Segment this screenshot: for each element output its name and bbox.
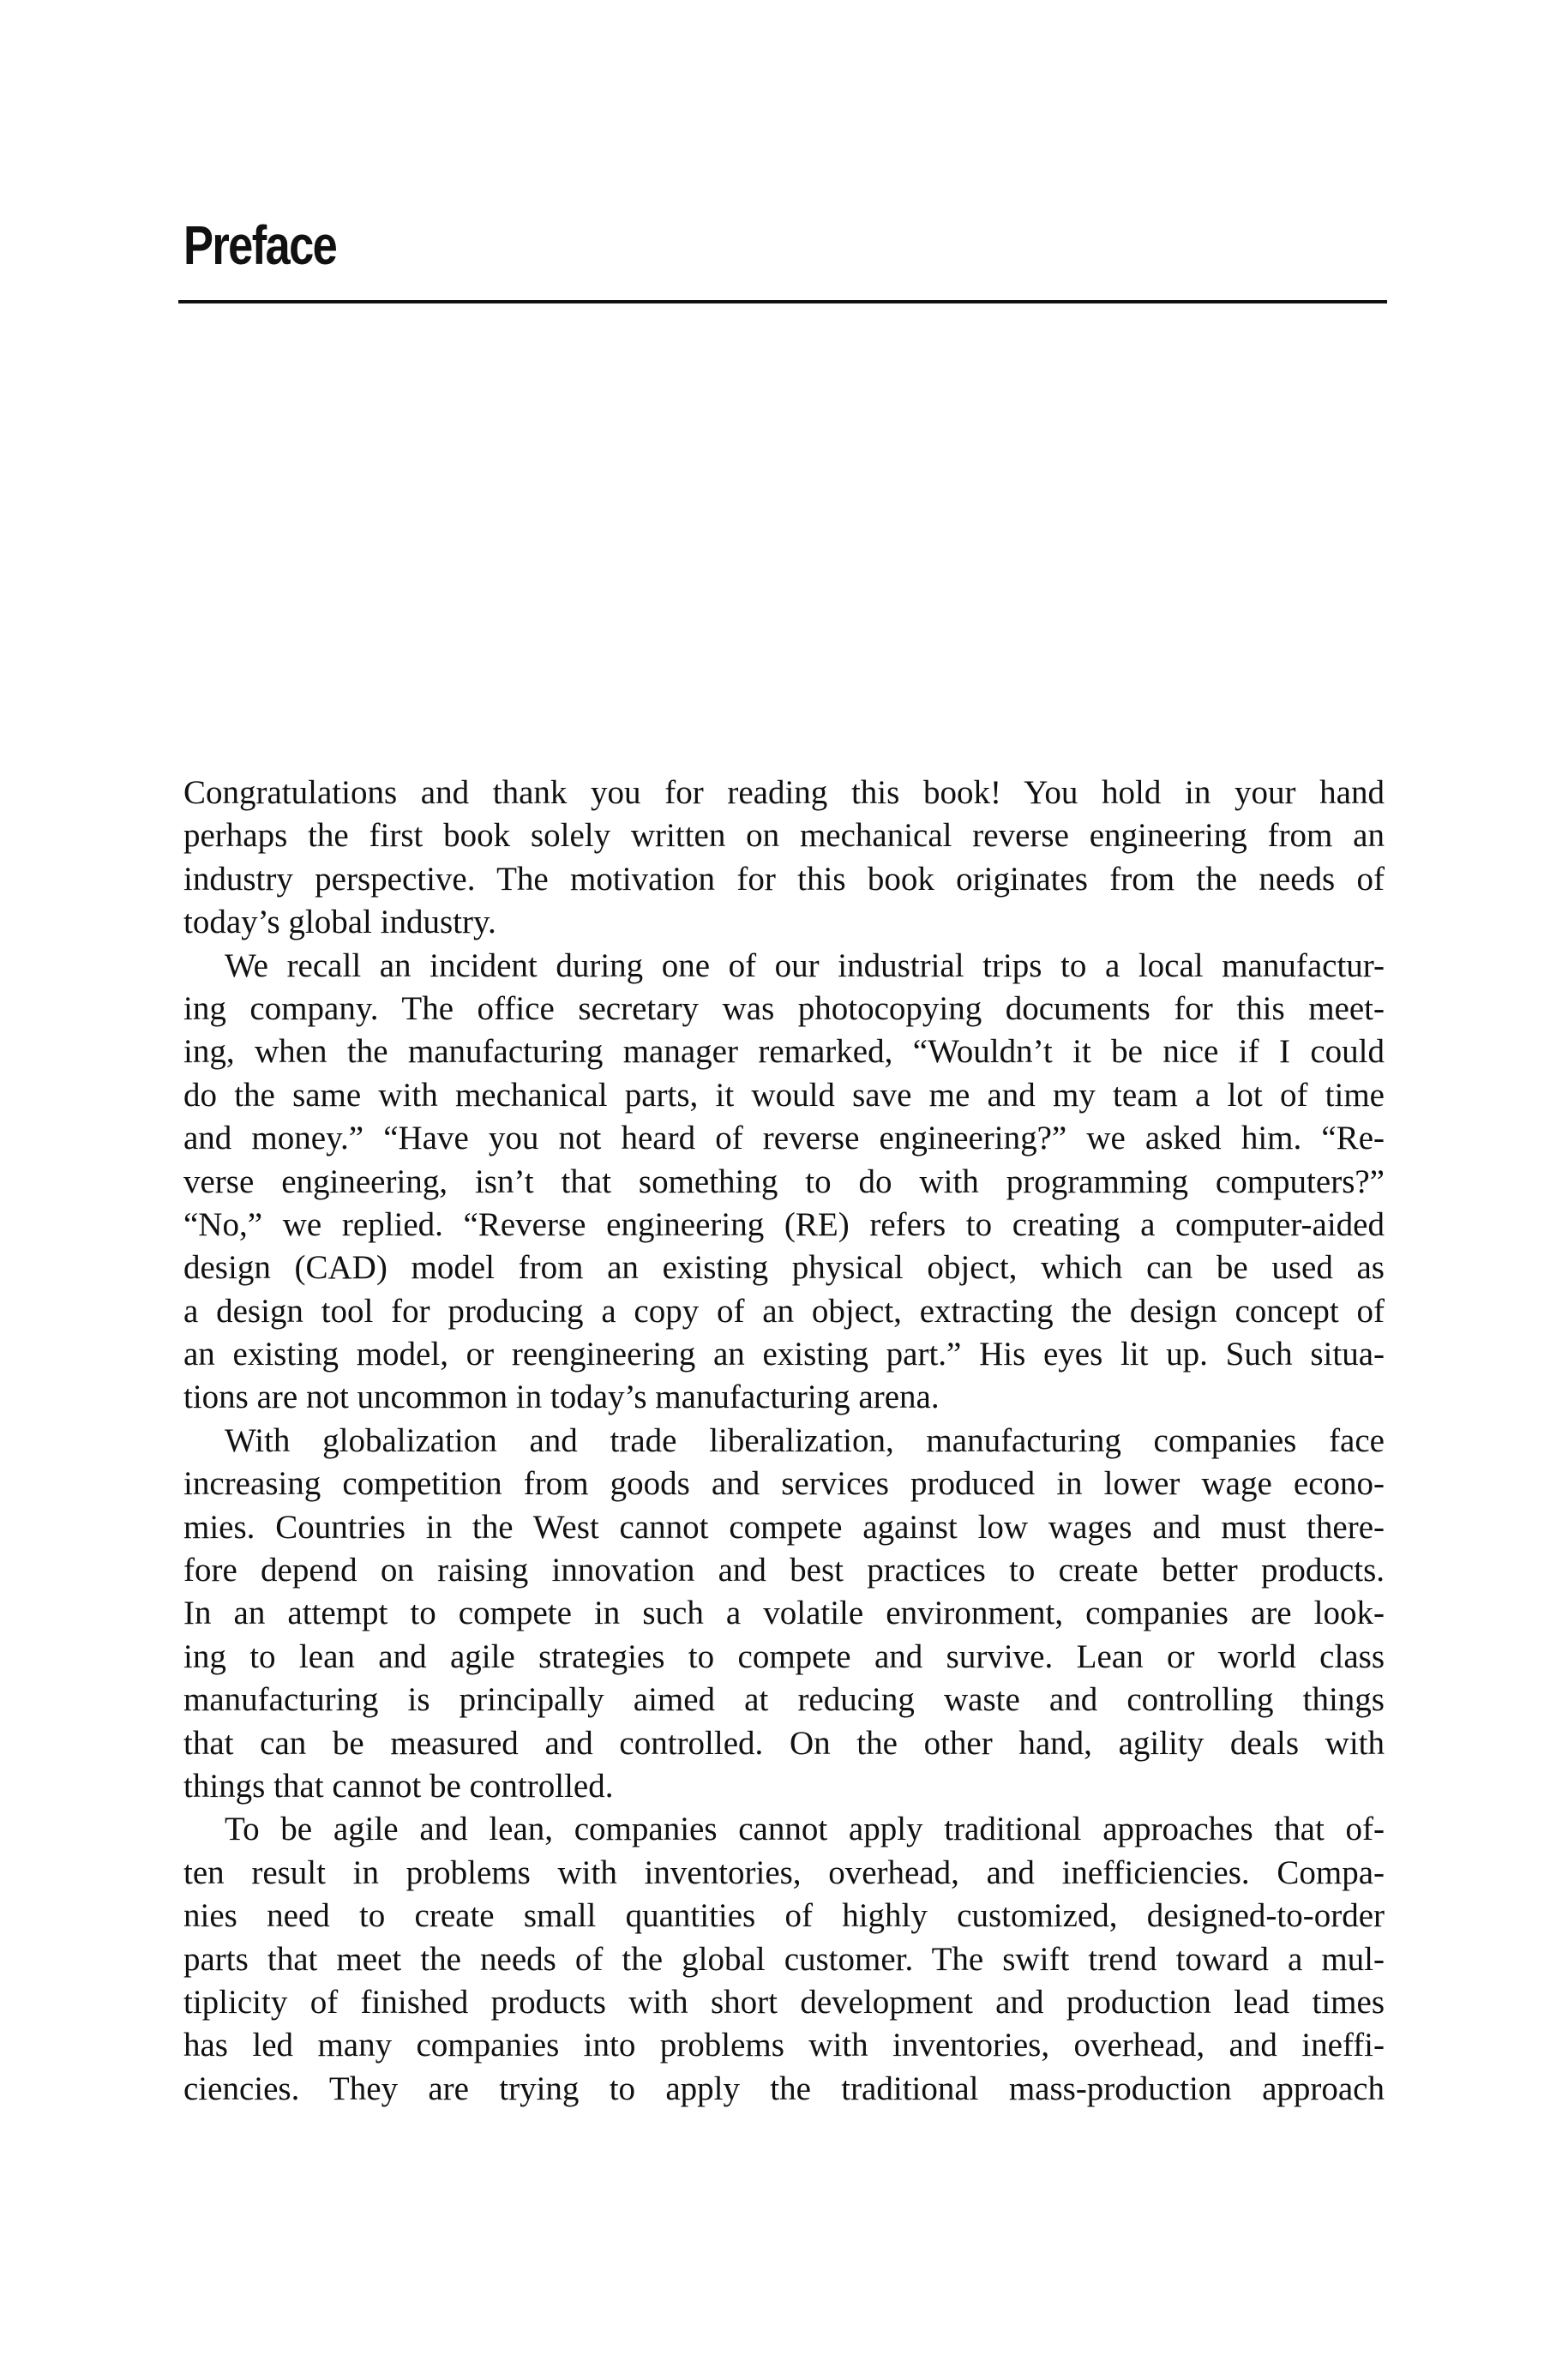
- paragraph-2-line-3: ing, when the manufacturing manager remarked, “Wouldn’t it be nice if I could: [183, 1033, 1385, 1071]
- paragraph-3-line-3: mies. Countries in the West cannot compete against low wages and must there-: [183, 1508, 1385, 1546]
- paragraph-4-line-3: nies need to create small quantities of highly customized, designed-to-order: [183, 1897, 1385, 1935]
- paragraph-1-line-1: Congratulations and thank you for reading this book! You hold in your hand: [183, 774, 1385, 811]
- paragraph-4-line-5: tiplicity of finished products with short development and production lead times: [183, 1983, 1385, 2021]
- paragraph-3-line-8: that can be measured and controlled. On the other hand, agility deals with: [183, 1724, 1385, 1762]
- paragraph-2-line-4: do the same with mechanical parts, it would save me and my team a lot of time: [183, 1076, 1385, 1114]
- paragraph-4-line-7: ciencies. They are trying to apply the traditional mass-production approach: [183, 2070, 1385, 2107]
- paragraph-3-line-4: fore depend on raising innovation and best practices to create better products.: [183, 1552, 1385, 1589]
- paragraph-4-line-6: has led many companies into problems with inventories, overhead, and ineffi-: [183, 2027, 1385, 2064]
- paragraph-2-line-8: design (CAD) model from an existing physical object, which can be used as: [183, 1249, 1385, 1287]
- paragraph-2-line-2: ing company. The office secretary was photocopying documents for this meet-: [183, 989, 1385, 1027]
- paragraph-3-line-7: manufacturing is principally aimed at reducing waste and controlling things: [183, 1681, 1385, 1719]
- chapter-title: Preface: [183, 214, 337, 276]
- paragraph-1-line-4: today’s global industry.: [183, 904, 496, 941]
- paragraph-2-line-9: a design tool for producing a copy of an object, extracting the design concept of: [183, 1292, 1385, 1330]
- paragraph-4-line-1: To be agile and lean, companies cannot apply traditional approaches that of-: [225, 1811, 1385, 1848]
- paragraph-3-line-9: things that cannot be controlled.: [183, 1767, 614, 1805]
- paragraph-2-line-5: and money.” “Have you not heard of reverse engineering?” we asked him. “Re-: [183, 1120, 1385, 1157]
- paragraph-2-line-11: tions are not uncommon in today’s manufacturing arena.: [183, 1379, 940, 1416]
- paragraph-2-line-6: verse engineering, isn’t that something to do with programming computers?”: [183, 1162, 1385, 1200]
- paragraph-3-line-5: In an attempt to compete in such a volatile environment, companies are look-: [183, 1595, 1385, 1632]
- paragraph-1-line-2: perhaps the first book solely written on mechanical reverse engineering from an: [183, 817, 1385, 855]
- paragraph-2-line-10: an existing model, or reengineering an existing part.” His eyes lit up. Such situa-: [183, 1336, 1385, 1373]
- title-rule: [178, 300, 1387, 303]
- paragraph-3-line-6: ing to lean and agile strategies to compete and survive. Lean or world class: [183, 1637, 1385, 1675]
- paragraph-4-line-2: ten result in problems with inventories, overhead, and inefficiencies. Compa-: [183, 1853, 1385, 1891]
- paragraph-1-line-3: industry perspective. The motivation for this book originates from the needs of: [183, 860, 1385, 898]
- body-text: [183, 772, 1385, 2111]
- paragraph-3-line-1: With globalization and trade liberalization, manufacturing companies face: [225, 1421, 1385, 1459]
- paragraph-2-line-7: “No,” we replied. “Reverse engineering (RE) refers to creating a computer-aided: [183, 1205, 1385, 1243]
- paragraph-2-line-1: We recall an incident during one of our industrial trips to a local manufactur-: [225, 946, 1385, 984]
- paragraph-3-line-2: increasing competition from goods and services produced in lower wage econo-: [183, 1465, 1385, 1503]
- paragraph-4-line-4: parts that meet the needs of the global customer. The swift trend toward a mul-: [183, 1940, 1385, 1978]
